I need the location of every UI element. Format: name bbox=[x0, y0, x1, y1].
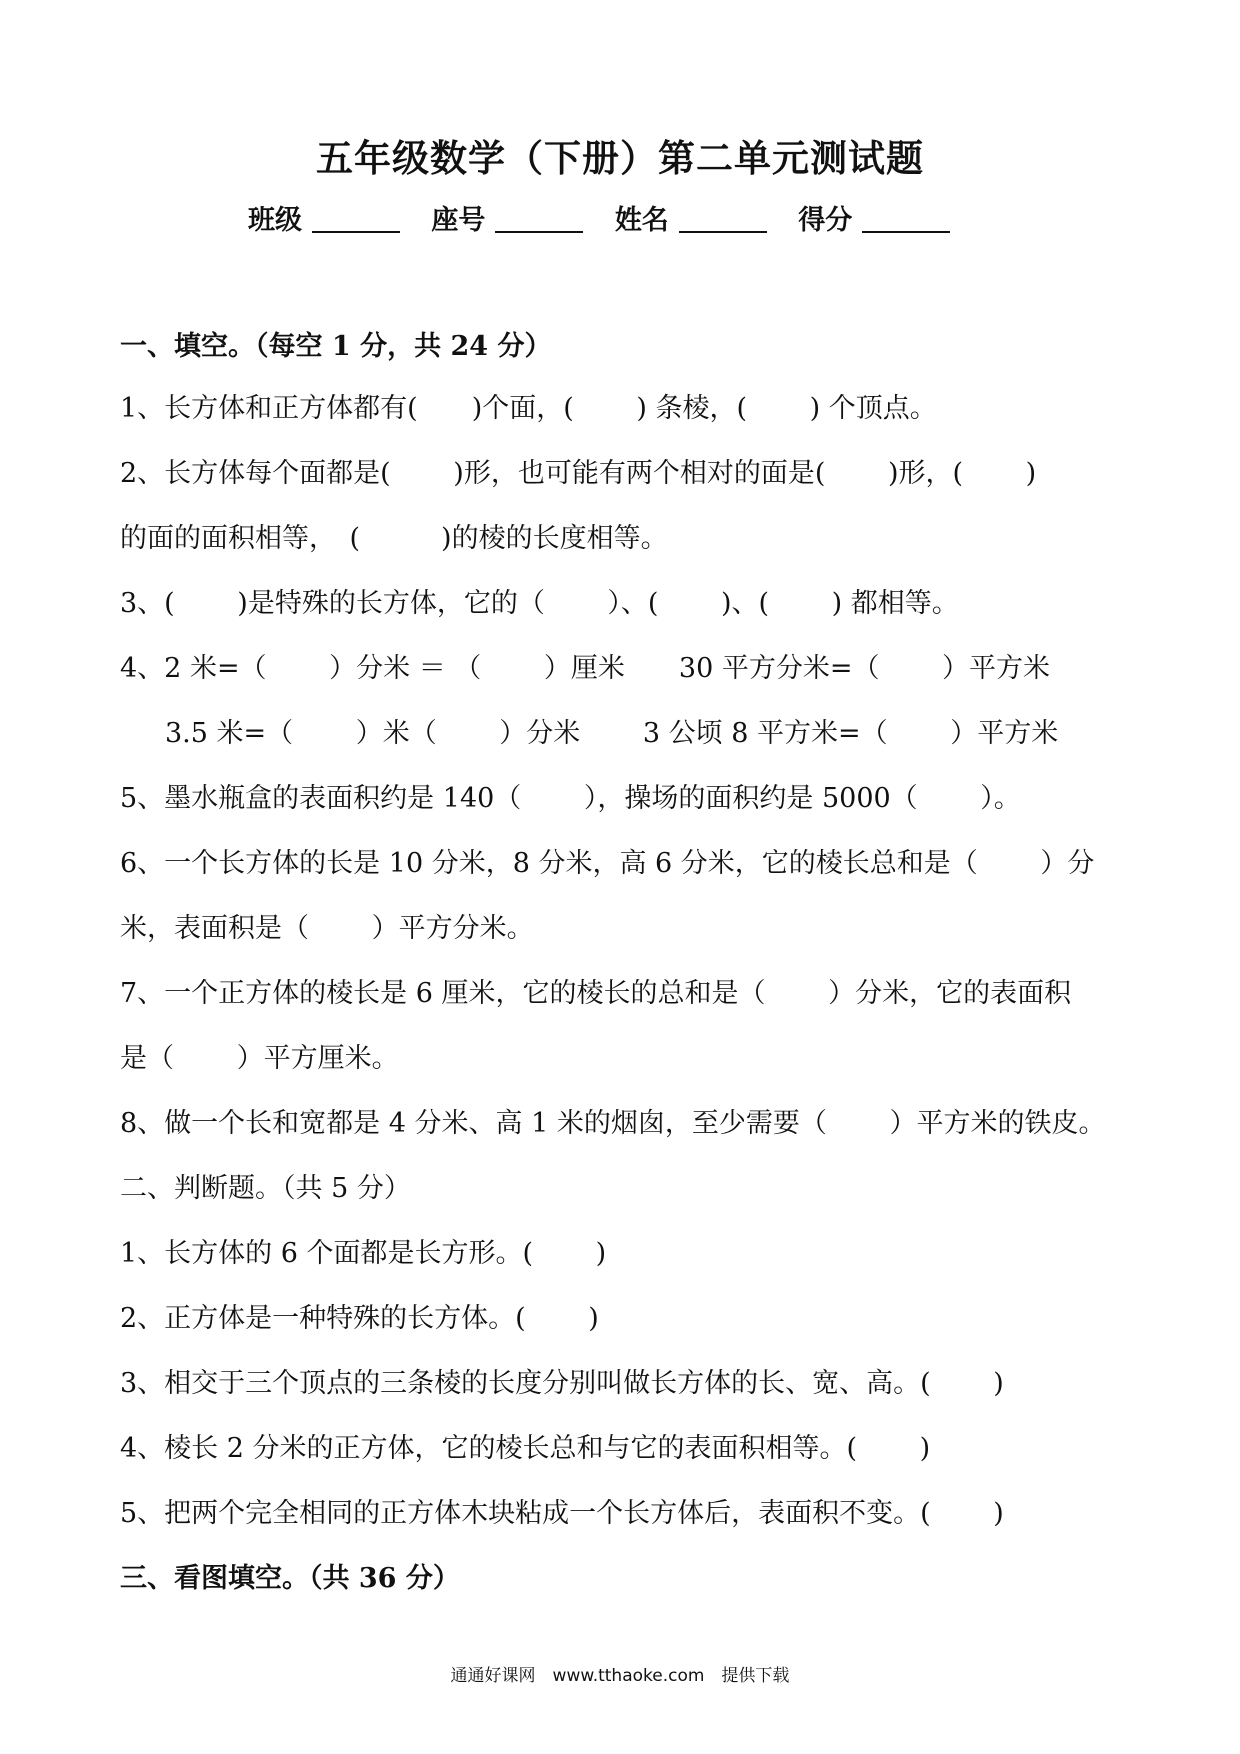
question-line: 米，表面积是（ ）平方分米。 bbox=[120, 913, 534, 944]
seat-blank bbox=[495, 203, 583, 233]
question-line: 是（ ）平方厘米。 bbox=[120, 1043, 399, 1074]
name-field bbox=[615, 198, 767, 237]
section-heading-picture-fill: 三、看图填空。（共 36 分） bbox=[120, 1563, 460, 1594]
question-line: 4、2 米=（ ）分米 ＝ （ ）厘米 30 平方分米=（ ）平方米 bbox=[120, 653, 1051, 684]
question-line: 7、一个正方体的棱长是 6 厘米，它的棱长的总和是（ ）分米，它的表面积 bbox=[120, 978, 1072, 1009]
question-line: 3.5 米=（ ）米（ ）分米 3 公顷 8 平方米=（ ）平方米 bbox=[165, 718, 1059, 749]
question-line: 2、长方体每个面都是( )形，也可能有两个相对的面是( )形，( ) bbox=[120, 458, 1037, 489]
score-label: 得分 bbox=[798, 205, 853, 236]
question-line: 3、相交于三个顶点的三条棱的长度分别叫做长方体的长、宽、高。( ) bbox=[120, 1368, 1004, 1399]
question-line: 8、做一个长和宽都是 4 分米、高 1 米的烟囱，至少需要（ ）平方米的铁皮。 bbox=[120, 1108, 1106, 1139]
student-info-row bbox=[248, 198, 1008, 237]
score-blank bbox=[862, 203, 950, 233]
question-line: 3、( )是特殊的长方体，它的（ ）、( )、( ) 都相等。 bbox=[120, 588, 959, 619]
page-title: 五年级数学（下册）第二单元测试题 bbox=[316, 136, 924, 180]
question-line: 1、长方体和正方体都有( )个面，( ) 条棱，( ) 个顶点。 bbox=[120, 393, 937, 424]
question-line: 5、把两个完全相同的正方体木块粘成一个长方体后，表面积不变。( ) bbox=[120, 1498, 1004, 1529]
name-label: 姓名 bbox=[614, 205, 669, 236]
seat-field bbox=[431, 198, 583, 237]
name-blank bbox=[679, 203, 767, 233]
question-line: 的面的面积相等， ( )的棱的长度相等。 bbox=[120, 523, 668, 554]
class-field bbox=[248, 198, 400, 237]
seat-label: 座号 bbox=[431, 205, 486, 236]
question-line: 4、棱长 2 分米的正方体，它的棱长总和与它的表面积相等。( ) bbox=[120, 1433, 931, 1464]
class-blank bbox=[312, 203, 400, 233]
question-line: 1、长方体的 6 个面都是长方形。( ) bbox=[120, 1238, 607, 1269]
score-field bbox=[798, 198, 950, 237]
section-heading-fill-in: 一、填空。（每空 1 分，共 24 分） bbox=[120, 331, 552, 362]
section-heading-true-false: 二、判断题。（共 5 分） bbox=[120, 1173, 411, 1204]
class-label: 班级 bbox=[248, 205, 302, 236]
footer-credit: 通通好课网 www.tthaoke.com 提供下载 bbox=[450, 1666, 790, 1686]
question-line: 5、墨水瓶盒的表面积约是 140（ ），操场的面积约是 5000（ ）。 bbox=[120, 783, 1021, 814]
question-line: 6、一个长方体的长是 10 分米，8 分米，高 6 分米，它的棱长总和是（ ）分 bbox=[120, 848, 1095, 879]
question-line: 2、正方体是一种特殊的长方体。( ) bbox=[120, 1303, 599, 1334]
